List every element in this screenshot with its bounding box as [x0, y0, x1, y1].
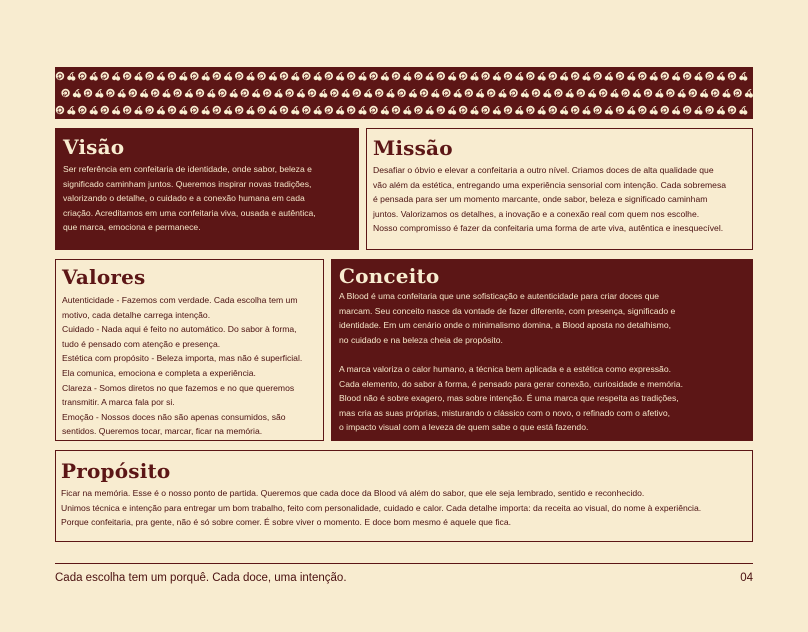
rose-icon [280, 106, 288, 114]
cherry-icon [314, 106, 322, 114]
cherry-icon [162, 89, 170, 97]
cherry-icon [650, 106, 658, 114]
rose-icon [235, 106, 243, 114]
rose-icon [78, 72, 86, 80]
page-number: 04 [740, 572, 753, 584]
rose-icon [263, 89, 271, 97]
cherry-icon [319, 89, 327, 97]
rose-icon [213, 106, 221, 114]
rose-icon [151, 89, 159, 97]
rose-icon [666, 89, 674, 97]
rose-icon [369, 72, 377, 80]
cherry-icon [386, 89, 394, 97]
cherry-icon [560, 106, 568, 114]
rose-icon [577, 89, 585, 97]
rose-icon [683, 72, 691, 80]
cherry-icon [722, 89, 730, 97]
rose-icon [302, 106, 310, 114]
rose-icon [101, 106, 109, 114]
cherry-icon [269, 106, 277, 114]
rose-icon [218, 89, 226, 97]
cherry-icon [291, 106, 299, 114]
cherry-icon [717, 72, 725, 80]
rose-icon [504, 72, 512, 80]
conceito-title: Conceito [339, 264, 440, 288]
cherry-icon [409, 89, 417, 97]
cherry-icon [67, 106, 75, 114]
rose-icon [145, 72, 153, 80]
rose-icon [375, 89, 383, 97]
rose-icon [554, 89, 562, 97]
rose-icon [711, 89, 719, 97]
cherry-icon [291, 72, 299, 80]
cherry-icon [521, 89, 529, 97]
rose-icon [728, 72, 736, 80]
cherry-icon [67, 72, 75, 80]
cherry-icon [314, 72, 322, 80]
visao-text: Ser referência em confeitaria de identidade, onde sabor, beleza e significado caminham juntos. Queremos inspirar novas tradições, valorizando o detalhe, o cuidado e a conexão humana em cada criação. Acreditamos em uma confeitaria viva, ousada e autêntica, que marca, emociona e permanece. [63, 164, 316, 233]
rose-icon [532, 89, 540, 97]
rose-icon [705, 72, 713, 80]
rose-icon [549, 106, 557, 114]
cherry-icon [358, 106, 366, 114]
cherry-icon [560, 72, 568, 80]
rose-icon [599, 89, 607, 97]
proposito-card [55, 450, 753, 542]
cherry-icon [358, 72, 366, 80]
rose-icon [56, 72, 64, 80]
cherry-icon [655, 89, 663, 97]
valores-card [55, 259, 324, 441]
cherry-icon [246, 72, 254, 80]
cherry-icon [470, 106, 478, 114]
rose-icon [442, 89, 450, 97]
conceito-text: A Blood é uma confeitaria que une sofisticação e autenticidade para criar doces que marcam. Seu conceito nasce da vontade de fazer diferente, com presença, significado e identidade. Em um cenário onde o minimalismo domina, a Blood aposta no detalhismo, no cuidado e na beleza cheia de propósito. A marca valoriza o calor humano, a técnica bem aplicada e a estética como expressão. Cada elemento, do sabor à forma, é pensado para gerar conexão, curiosidade e memória. Blood não é sobre exagero, mas sobre intenção. É uma marca que respeita as tradições, mas cria as suas próprias, misturando o clássico com o novo, o refinado com o afetivo, o impacto visual com a leveza de quem sabe o que está fazendo. [339, 291, 683, 433]
cherry-icon [269, 72, 277, 80]
rose-icon [325, 106, 333, 114]
rose-icon [661, 106, 669, 114]
rose-icon [728, 106, 736, 114]
rose-icon [78, 106, 86, 114]
cherry-icon [336, 72, 344, 80]
rose-icon [168, 106, 176, 114]
cherry-icon [448, 72, 456, 80]
rose-icon [353, 89, 361, 97]
rose-icon [689, 89, 697, 97]
cherry-icon [627, 106, 635, 114]
cherry-icon [498, 89, 506, 97]
rose-icon [638, 106, 646, 114]
cherry-icon [633, 89, 641, 97]
rose-icon [392, 72, 400, 80]
rose-icon [235, 72, 243, 80]
rose-icon [437, 106, 445, 114]
pattern-graphic [55, 67, 753, 119]
cherry-icon [118, 89, 126, 97]
rose-icon [437, 72, 445, 80]
rose-icon [347, 106, 355, 114]
cherry-icon [694, 106, 702, 114]
rose-icon [638, 72, 646, 80]
cherry-icon [179, 72, 187, 80]
rose-icon [257, 72, 265, 80]
conceito-card [331, 259, 753, 441]
rose-icon [616, 72, 624, 80]
cherry-icon [566, 89, 574, 97]
cherry-icon [745, 89, 753, 97]
visao-title: Visão [63, 135, 125, 159]
cherry-icon [543, 89, 551, 97]
cherry-icon [678, 89, 686, 97]
cherry-icon [403, 72, 411, 80]
rose-icon [644, 89, 652, 97]
rose-icon [465, 89, 473, 97]
cherry-icon [650, 72, 658, 80]
decorative-pattern-banner [55, 67, 753, 119]
proposito-title: Propósito [61, 459, 171, 483]
missao-text: Desafiar o óbvio e elevar a confeitaria a outro nível. Criamos doces de alta qualidade que vão além da estética, entregando uma experiência sensorial com intenção. Cada sobremesa é pensada para ser um momento marcante, onde sabor, beleza e significado caminham juntos. Valorizamos os detalhes, a inovação e a conexão real com quem nos escolhe. Nosso compromisso é fazer da confeitaria uma forma de arte viva, autêntica e inesquecível. [373, 165, 727, 234]
valores-text: Autenticidade - Fazemos com verdade. Cada escolha tem um motivo, cada detalhe carrega intenção. Cuidado - Nada aqui é feito no automático. Do sabor à forma, tudo é pensado com atenção e presença. Estética com propósito - Beleza importa, mas não é superficial. Ela comunica, emociona e completa a experiência. Clareza - Somos diretos no que fazemos e no que queremos transmitir. A marca fala por si. Emoção - Nossos doces não são apenas consumidos, são sentidos. Queremos tocar, marcar, ficar na memória. [62, 295, 303, 437]
rose-icon [549, 72, 557, 80]
cherry-icon [90, 72, 98, 80]
cherry-icon [252, 89, 260, 97]
cherry-icon [140, 89, 148, 97]
cherry-icon [157, 106, 165, 114]
cherry-icon [90, 106, 98, 114]
cherry-icon [202, 72, 210, 80]
cherry-icon [476, 89, 484, 97]
proposito-text: Ficar na memória. Esse é o nosso ponto de partida. Queremos que cada doce da Blood vá além do sabor, que ele seja lembrado, sentido e reconhecido. Unimos técnica e intenção para entregar um bom trabalho, feito com personalidade, cuidado e calor. Cada detalhe importa: da receita ao visual, do nome à experiência. Porque confeitaria, pra gente, não é só sobre comer. É sobre viver o momento. E doce bom mesmo é aquele que fica. [61, 488, 702, 528]
rose-icon [61, 89, 69, 97]
cherry-icon [297, 89, 305, 97]
rose-icon [196, 89, 204, 97]
cherry-icon [538, 106, 546, 114]
cherry-icon [582, 72, 590, 80]
rose-icon [504, 106, 512, 114]
rose-icon [481, 72, 489, 80]
rose-icon [84, 89, 92, 97]
rose-icon [526, 72, 534, 80]
valores-title: Valores [62, 265, 146, 289]
cherry-icon [605, 106, 613, 114]
rose-icon [705, 106, 713, 114]
cherry-icon [493, 106, 501, 114]
rose-icon [173, 89, 181, 97]
cherry-icon [426, 106, 434, 114]
cherry-icon [470, 72, 478, 80]
cherry-icon [588, 89, 596, 97]
cherry-icon [230, 89, 238, 97]
cherry-icon [112, 72, 120, 80]
footer-divider [55, 563, 753, 564]
rose-icon [302, 72, 310, 80]
rose-icon [257, 106, 265, 114]
rose-icon [325, 72, 333, 80]
rose-icon [241, 89, 249, 97]
rose-icon [414, 106, 422, 114]
rose-icon [571, 72, 579, 80]
rose-icon [616, 106, 624, 114]
rose-icon [481, 106, 489, 114]
rose-icon [106, 89, 114, 97]
cherry-icon [224, 72, 232, 80]
cherry-icon [739, 106, 747, 114]
missao-card [366, 128, 753, 250]
cherry-icon [493, 72, 501, 80]
rose-icon [459, 106, 467, 114]
cherry-icon [274, 89, 282, 97]
rose-icon [213, 72, 221, 80]
rose-icon [392, 106, 400, 114]
rose-icon [397, 89, 405, 97]
rose-icon [369, 106, 377, 114]
cherry-icon [454, 89, 462, 97]
rose-icon [168, 72, 176, 80]
cherry-icon [95, 89, 103, 97]
cherry-icon [515, 72, 523, 80]
cherry-icon [605, 72, 613, 80]
cherry-icon [538, 72, 546, 80]
cherry-icon [342, 89, 350, 97]
cherry-icon [224, 106, 232, 114]
cherry-icon [246, 106, 254, 114]
rose-icon [101, 72, 109, 80]
cherry-icon [672, 106, 680, 114]
cherry-icon [694, 72, 702, 80]
cherry-icon [134, 106, 142, 114]
cherry-icon [207, 89, 215, 97]
rose-icon [129, 89, 137, 97]
rose-icon [526, 106, 534, 114]
rose-icon [123, 72, 131, 80]
rose-icon [459, 72, 467, 80]
rose-icon [414, 72, 422, 80]
rose-icon [190, 72, 198, 80]
cherry-icon [515, 106, 523, 114]
cherry-icon [179, 106, 187, 114]
rose-icon [593, 106, 601, 114]
rose-icon [509, 89, 517, 97]
missao-title: Missão [373, 136, 453, 160]
rose-icon [123, 106, 131, 114]
cherry-icon [717, 106, 725, 114]
rose-icon [308, 89, 316, 97]
rose-icon [661, 72, 669, 80]
cherry-icon [336, 106, 344, 114]
cherry-icon [582, 106, 590, 114]
rose-icon [285, 89, 293, 97]
rose-icon [733, 89, 741, 97]
cherry-icon [381, 106, 389, 114]
cherry-icon [672, 72, 680, 80]
rose-icon [571, 106, 579, 114]
cherry-icon [157, 72, 165, 80]
cherry-icon [426, 72, 434, 80]
footer-tagline: Cada escolha tem um porquê. Cada doce, uma intenção. [55, 572, 347, 584]
cherry-icon [627, 72, 635, 80]
cherry-icon [431, 89, 439, 97]
rose-icon [190, 106, 198, 114]
rose-icon [487, 89, 495, 97]
cherry-icon [364, 89, 372, 97]
cherry-icon [73, 89, 81, 97]
rose-icon [420, 89, 428, 97]
rose-icon [280, 72, 288, 80]
cherry-icon [448, 106, 456, 114]
rose-icon [330, 89, 338, 97]
cherry-icon [739, 72, 747, 80]
rose-icon [347, 72, 355, 80]
cherry-icon [185, 89, 193, 97]
cherry-icon [381, 72, 389, 80]
rose-icon [593, 72, 601, 80]
cherry-icon [700, 89, 708, 97]
rose-icon [683, 106, 691, 114]
cherry-icon [202, 106, 210, 114]
rose-icon [145, 106, 153, 114]
cherry-icon [134, 72, 142, 80]
cherry-icon [112, 106, 120, 114]
cherry-icon [403, 106, 411, 114]
rose-icon [621, 89, 629, 97]
cherry-icon [610, 89, 618, 97]
visao-card [55, 128, 359, 250]
rose-icon [56, 106, 64, 114]
